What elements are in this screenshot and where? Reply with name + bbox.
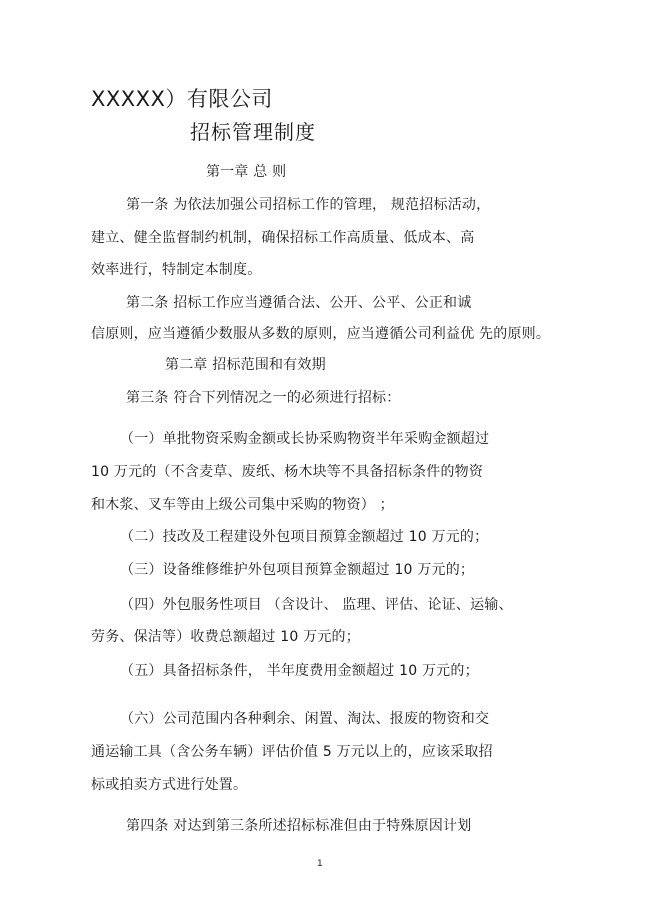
chapter-1-heading: 第一章 总 则 bbox=[206, 164, 287, 180]
item-6-line-3: 标或拍卖方式进行处置。 bbox=[91, 777, 248, 793]
page-number: 1 bbox=[317, 859, 323, 869]
chapter-2-heading: 第二章 招标范围和有效期 bbox=[165, 357, 326, 373]
article-3: 第三条 符合下列情况之一的必须进行招标： bbox=[126, 390, 401, 406]
item-5: （五）具备招标条件， 半年度费用金额超过 10 万元的； bbox=[120, 663, 479, 679]
item-6-line-1: （六）公司范围内各种剩余、闲置、淘汰、报废的物资和交 bbox=[120, 711, 490, 727]
article-1-line-3: 效率进行，特制定本制度。 bbox=[91, 262, 262, 278]
item-2: （二）技改及工程建设外包项目预算金额超过 10 万元的； bbox=[120, 529, 489, 545]
item-1-line-3: 和木浆、叉车等由上级公司集中采购的物资） ； bbox=[91, 497, 394, 513]
article-1-line-2: 建立、健全监督制约机制，确保招标工作高质量、低成本、高 bbox=[91, 230, 475, 246]
item-4-line-2: 劳务、保洁等）收费总额超过 10 万元的； bbox=[91, 629, 360, 645]
item-4-line-1: （四）外包服务性项目 （含设计、 监理、评估、论证、运输、 bbox=[120, 597, 513, 613]
article-4: 第四条 对达到第三条所述招标标准但由于特殊原因计划 bbox=[126, 818, 472, 834]
item-6-line-2: 通运输工具（含公务车辆）评估价值 5 万元以上的，应该采取招 bbox=[91, 744, 493, 760]
item-3: （三）设备维修维护外包项目预算金额超过 10 万元的； bbox=[120, 562, 475, 578]
article-1-line-1: 第一条 为依法加强公司招标工作的管理， 规范招标活动， bbox=[126, 197, 491, 213]
item-1-line-2: 10 万元的（不含麦草、废纸、杨木块等不具备招标条件的物资 bbox=[91, 464, 484, 480]
article-2-line-1: 第二条 招标工作应当遵循合法、公开、公平、公正和诚 bbox=[126, 295, 472, 311]
document-title: 招标管理制度 bbox=[190, 120, 316, 144]
article-2-line-2: 信原则，应当遵循少数服从多数的原则，应当遵循公司利益优 先的原则。 bbox=[91, 326, 551, 342]
item-1-line-1: （一）单批物资采购金额或长协采购物资半年采购金额超过 bbox=[120, 431, 490, 447]
company-name: XXXXX）有限公司 bbox=[91, 87, 273, 111]
